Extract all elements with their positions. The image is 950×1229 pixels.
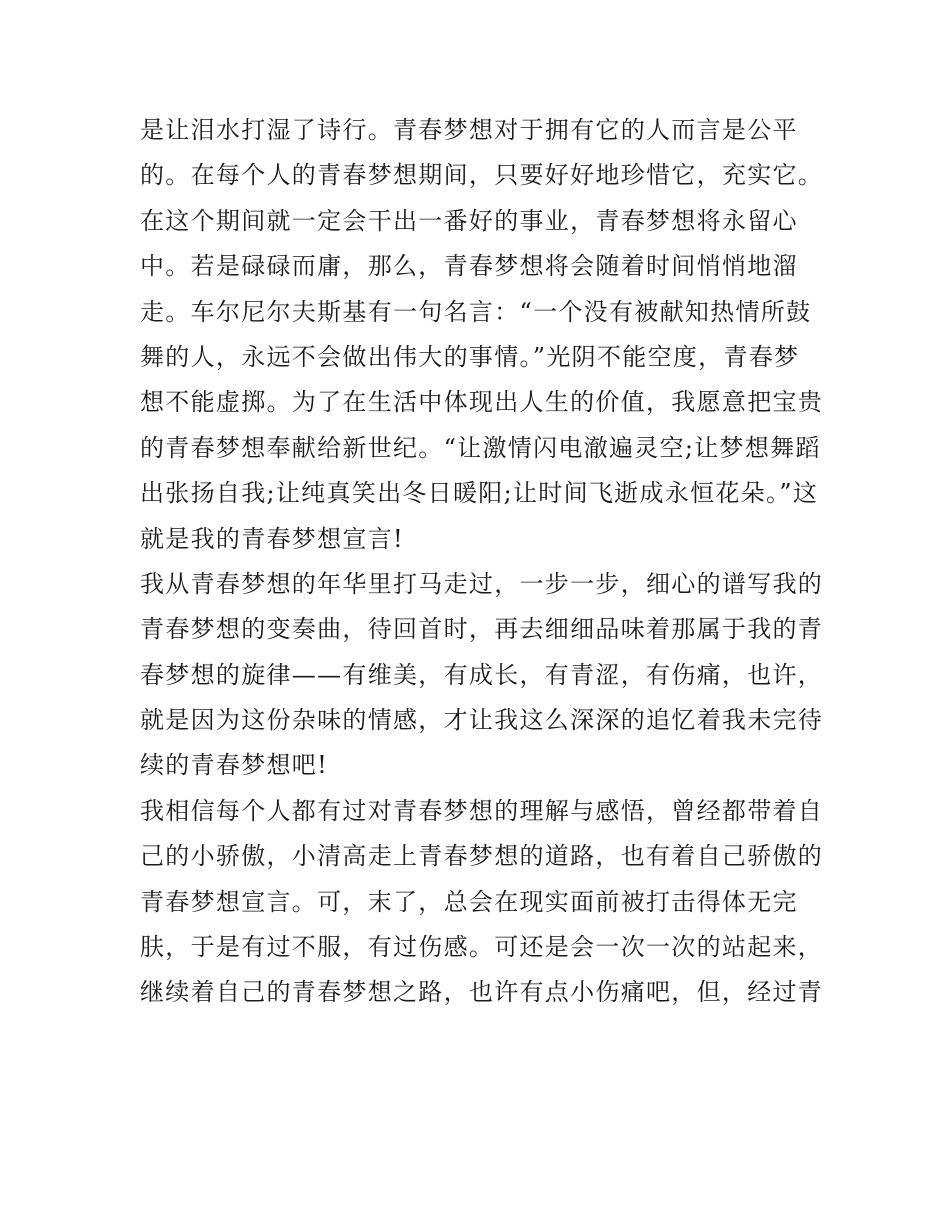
text-line: 继续着自己的青春梦想之路，也许有点小伤痛吧，但，经过青 [140,978,824,1007]
text-line: 春梦想的旋律——有维美，有成长，有青涩，有伤痛，也许， [140,660,824,689]
text-line: 就是因为这份杂味的情感，才让我这么深深的追忆着我未完待 [140,706,824,735]
text-line: 出张扬自我;让纯真笑出冬日暖阳;让时间飞逝成永恒花朵。”这 [140,479,819,508]
text-line: 在这个期间就一定会干出一番好的事业，青春梦想将永留心 [140,206,798,235]
text-line: 肤，于是有过不服，有过伤感。可还是会一次一次的站起来， [140,933,824,962]
text-line: 舞的人，永远不会做出伟大的事情。”光阴不能空度，青春梦 [140,342,800,371]
text-line: 青春梦想的变奏曲，待回首时，再去细细品味着那属于我的青 [140,615,824,644]
text-line: 青春梦想宣言。可，末了，总会在现实面前被打击得体无完 [140,887,798,916]
text-line: 就是我的青春梦想宣言! [140,524,404,553]
text-line: 是让泪水打湿了诗行。青春梦想对于拥有它的人而言是公平 [140,116,798,144]
text-line: 中。若是碌碌而庸，那么，青春梦想将会随着时间悄悄地溜 [140,252,798,281]
text-line: 我从青春梦想的年华里打马走过，一步一步，细心的谱写我的 [140,569,824,598]
text-line: 己的小骄傲，小清高走上青春梦想的道路，也有着自己骄傲的 [140,842,824,871]
text-line: 我相信每个人都有过对青春梦想的理解与感悟，曾经都带着自 [140,796,824,825]
text-line: 续的青春梦想吧! [140,751,329,780]
text-line: 的青春梦想奉献给新世纪。“让激情闪电澈遍灵空;让梦想舞蹈 [140,433,821,462]
document-body [140,108,824,1016]
text-line: 走。车尔尼尔夫斯基有一句名言：“一个没有被献知热情所鼓 [140,297,812,326]
text-line: 的。在每个人的青春梦想期间，只要好好地珍惜它，充实它。 [140,161,824,190]
text-line: 想不能虚掷。为了在生活中体现出人生的价值，我愿意把宝贵 [140,388,824,417]
